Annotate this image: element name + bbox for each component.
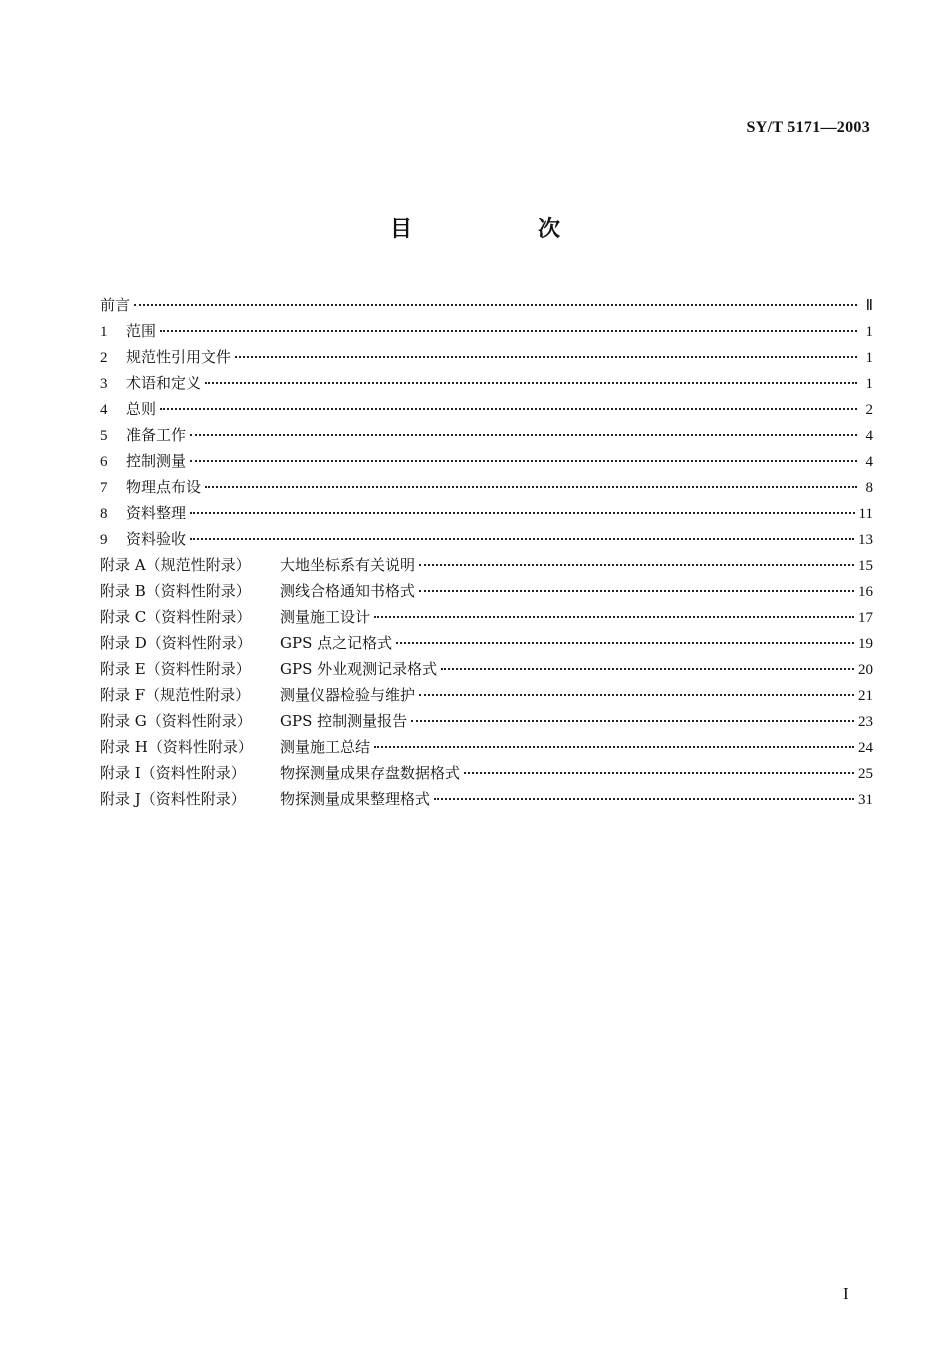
toc-entry-page: 16 (858, 584, 873, 600)
dot-leader (374, 616, 854, 618)
dot-leader (134, 304, 857, 306)
toc-entry-page: 17 (858, 610, 873, 626)
toc-entry-page: 15 (858, 558, 873, 574)
toc-entry-page: 8 (865, 480, 873, 496)
toc-entry-annex: 附录 I（资料性附录） (100, 764, 246, 782)
toc-entry-label: 控制测量 (126, 452, 187, 470)
toc-entry-annex: 附录 F（规范性附录） (100, 686, 251, 704)
toc-entry-page: 11 (858, 506, 873, 522)
toc-entry[interactable] (100, 682, 873, 708)
toc-entry-number: 6 (100, 454, 108, 470)
toc-entry[interactable] (100, 656, 873, 682)
dot-leader (419, 564, 854, 566)
dot-leader (160, 408, 857, 410)
toc-entry-label: GPS 点之记格式 (280, 634, 393, 652)
toc-entry-annex: 附录 C（资料性附录） (100, 608, 252, 626)
dot-leader (190, 538, 854, 540)
toc-entry-number: 5 (100, 428, 108, 444)
toc-entry[interactable] (100, 474, 873, 500)
toc-entry-page: 2 (865, 402, 873, 418)
toc-entry[interactable] (100, 292, 873, 318)
toc-entry-label: 物理点布设 (126, 478, 202, 496)
dot-leader (411, 720, 854, 722)
toc-entry-page: 20 (858, 662, 873, 678)
toc-entry-label: 范围 (126, 322, 157, 340)
dot-leader (190, 512, 855, 514)
toc-entry[interactable] (100, 500, 873, 526)
toc-entry-number: 8 (100, 506, 108, 522)
toc-entry-page: 25 (858, 766, 873, 782)
toc-entry-label: 测量施工设计 (280, 608, 371, 626)
toc-entry[interactable] (100, 344, 873, 370)
toc-entry[interactable] (100, 760, 873, 786)
toc-entry-page: 19 (858, 636, 873, 652)
toc-entry[interactable] (100, 708, 873, 734)
toc-entry[interactable] (100, 630, 873, 656)
toc-entry-page: 1 (865, 324, 873, 340)
toc-entry-page: 23 (858, 714, 873, 730)
dot-leader (160, 330, 857, 332)
dot-leader (235, 356, 857, 358)
toc-entry[interactable] (100, 552, 873, 578)
toc-entry-number: 9 (100, 532, 108, 548)
toc-entry-page: 21 (858, 688, 873, 704)
toc-entry-page: 31 (858, 792, 873, 808)
toc-entry-label: 准备工作 (126, 426, 187, 444)
toc-entry-page: 24 (858, 740, 873, 756)
dot-leader (374, 746, 854, 748)
toc-title: 目 次 (389, 217, 612, 242)
toc-entry-page: 1 (865, 376, 873, 392)
toc-entry-page: 1 (865, 350, 873, 366)
toc-entry-annex: 附录 G（资料性附录） (100, 712, 252, 730)
toc-entry-label: 大地坐标系有关说明 (280, 556, 416, 574)
toc-entry[interactable] (100, 578, 873, 604)
toc-entry-label: 物探测量成果存盘数据格式 (280, 764, 461, 782)
toc-entry-label: 总则 (126, 400, 157, 418)
toc-entry-label: 前言 (100, 296, 131, 314)
toc-entry-label: 术语和定义 (126, 374, 202, 392)
toc-entry-number: 4 (100, 402, 108, 418)
dot-leader (205, 486, 857, 488)
table-of-contents (100, 292, 873, 812)
toc-entry-annex: 附录 B（资料性附录） (100, 582, 251, 600)
toc-entry-number: 1 (100, 324, 108, 340)
dot-leader (190, 460, 857, 462)
toc-entry-page: 4 (865, 454, 873, 470)
toc-entry-number: 2 (100, 350, 108, 366)
toc-entry[interactable] (100, 786, 873, 812)
toc-entry-annex: 附录 A（规范性附录） (100, 556, 251, 574)
toc-entry-number: 3 (100, 376, 108, 392)
toc-entry-annex: 附录 J（资料性附录） (100, 790, 246, 808)
toc-entry[interactable] (100, 318, 873, 344)
standard-code: SY/T 5171—2003 (746, 119, 870, 136)
toc-entry-annex: 附录 E（资料性附录） (100, 660, 251, 678)
toc-entry-label: GPS 外业观测记录格式 (280, 660, 438, 678)
toc-entry[interactable] (100, 734, 873, 760)
dot-leader (419, 590, 854, 592)
toc-entry[interactable] (100, 448, 873, 474)
toc-entry[interactable] (100, 526, 873, 552)
toc-entry-label: 资料整理 (126, 504, 187, 522)
toc-entry-label: 资料验收 (126, 530, 187, 548)
dot-leader (419, 694, 854, 696)
toc-entry-label: GPS 控制测量报告 (280, 712, 408, 730)
toc-entry-label: 测量仪器检验与维护 (280, 686, 416, 704)
toc-entry[interactable] (100, 370, 873, 396)
dot-leader (464, 772, 854, 774)
toc-entry[interactable] (100, 604, 873, 630)
page-number: I (843, 1284, 849, 1303)
toc-entry-label: 测线合格通知书格式 (280, 582, 416, 600)
dot-leader (441, 668, 854, 670)
toc-entry-number: 7 (100, 480, 108, 496)
toc-entry-label: 物探测量成果整理格式 (280, 790, 431, 808)
toc-entry[interactable] (100, 396, 873, 422)
toc-entry-page: 13 (858, 532, 873, 548)
toc-entry-page: Ⅱ (865, 298, 873, 314)
dot-leader (396, 642, 854, 644)
toc-entry-page: 4 (865, 428, 873, 444)
dot-leader (205, 382, 857, 384)
toc-entry[interactable] (100, 422, 873, 448)
toc-entry-annex: 附录 H（资料性附录） (100, 738, 253, 756)
dot-leader (190, 434, 857, 436)
toc-entry-annex: 附录 D（资料性附录） (100, 634, 252, 652)
toc-entry-label: 规范性引用文件 (126, 348, 232, 366)
toc-entry-label: 测量施工总结 (280, 738, 371, 756)
dot-leader (434, 798, 854, 800)
